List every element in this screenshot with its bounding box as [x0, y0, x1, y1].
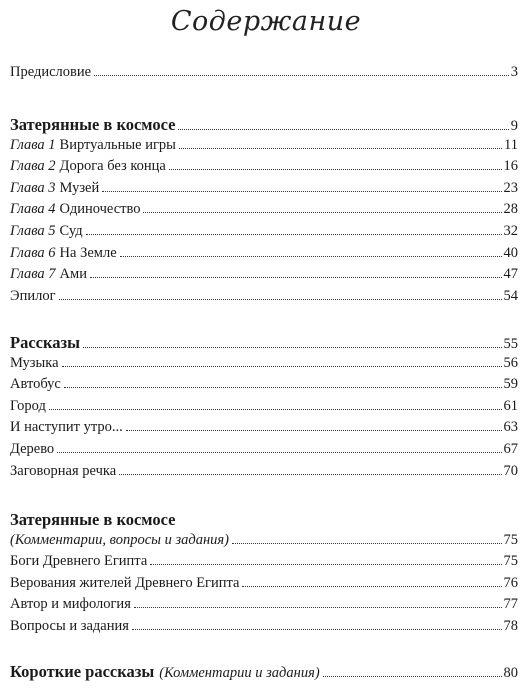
chapter-number: Глава 3 [10, 179, 56, 196]
chapter-number: Глава 1 [10, 136, 56, 153]
toc-story-entry[interactable] [10, 463, 518, 485]
toc-part-note: (Комментарии и задания) [159, 665, 320, 681]
toc-subheading-label: (Комментарии, вопросы и задания) [10, 531, 230, 548]
chapter-title: Музей [59, 179, 100, 196]
dot-leader [57, 452, 501, 453]
toc-entry-label: Заговорная речка [10, 462, 117, 479]
toc-page-number: 28 [503, 201, 518, 218]
toc-page-number: 59 [503, 376, 518, 393]
toc-page-number: 80 [503, 665, 518, 681]
dot-leader [178, 129, 508, 130]
toc-story-entry[interactable] [10, 441, 518, 463]
toc-part-3 [10, 510, 518, 640]
dot-leader [59, 299, 502, 300]
dot-leader [179, 148, 502, 149]
toc-page-number: 11 [504, 136, 518, 153]
chapter-number: Глава 2 [10, 158, 56, 175]
toc-part-title: Короткие рассказы [10, 662, 155, 681]
dot-leader [119, 474, 501, 475]
toc-page-number: 67 [503, 440, 518, 457]
toc-page-number: 3 [510, 64, 518, 80]
chapter-title: Виртуальные игры [59, 136, 176, 153]
chapter-number: Глава 7 [10, 266, 56, 283]
dot-leader [94, 75, 509, 76]
chapter-title: Суд [59, 222, 83, 239]
toc-part-heading[interactable] [10, 510, 518, 532]
toc-part-heading[interactable] [10, 662, 518, 684]
page-title: Содержание [170, 6, 362, 37]
chapter-number: Глава 4 [10, 201, 56, 218]
toc-page-number: 55 [503, 336, 518, 352]
dot-leader [90, 277, 502, 278]
toc-page-number: 78 [503, 617, 518, 634]
chapter-number: Глава 5 [10, 222, 56, 239]
toc-page-number: 76 [503, 574, 518, 591]
toc-part-subheading[interactable] [10, 532, 518, 554]
toc-chapter-7[interactable] [10, 266, 518, 288]
toc-commentary-entry[interactable] [10, 575, 518, 597]
dot-leader [132, 629, 502, 630]
toc-commentary-entry[interactable] [10, 596, 518, 618]
dot-leader [169, 169, 502, 170]
toc-epilogue[interactable] [10, 288, 518, 310]
toc-chapter-2[interactable] [10, 158, 518, 180]
toc-page-number: 40 [503, 244, 518, 261]
chapter-title: На Земле [59, 244, 117, 261]
dot-leader [143, 212, 501, 213]
dot-leader [62, 366, 502, 367]
toc-page-number: 9 [510, 118, 518, 134]
dot-leader [49, 409, 502, 410]
toc-page-number: 77 [503, 596, 518, 613]
toc-page-number: 56 [503, 354, 518, 371]
dot-leader [83, 347, 502, 348]
toc-entry-label: Боги Древнего Египта [10, 553, 148, 570]
toc-story-entry[interactable] [10, 398, 518, 420]
toc-entry-label: Автор и мифология [10, 596, 131, 613]
toc-page-number: 70 [503, 462, 518, 479]
toc-entry-label: Эпилог [10, 287, 56, 304]
toc-part-title: Затерянные в космосе [10, 115, 176, 134]
toc-entry-label: Дерево [10, 440, 55, 457]
toc-entry-label: Верования жителей Древнего Египта [10, 574, 240, 591]
dot-leader [126, 430, 502, 431]
toc-part-heading[interactable] [10, 115, 518, 137]
toc-page-number: 47 [503, 266, 518, 283]
chapter-number: Глава 6 [10, 244, 56, 261]
toc-page-number: 32 [503, 222, 518, 239]
toc-entry-label: Предисловие [10, 64, 92, 80]
dot-leader [134, 607, 502, 608]
dot-leader [86, 234, 502, 235]
toc-story-entry[interactable] [10, 376, 518, 398]
toc-commentary-entry[interactable] [10, 553, 518, 575]
toc-chapter-4[interactable] [10, 201, 518, 223]
toc-entry-label: Музыка [10, 354, 59, 371]
toc-entry-label: И наступит утро... [10, 419, 123, 436]
toc-entry-preface[interactable] [10, 64, 518, 86]
chapter-title: Дорога без конца [59, 158, 166, 175]
toc-part-2 [10, 333, 518, 484]
dot-leader [64, 387, 502, 388]
dot-leader [120, 256, 502, 257]
toc-story-entry[interactable] [10, 419, 518, 441]
dot-leader [323, 676, 502, 677]
toc-part-heading[interactable] [10, 333, 518, 355]
dot-leader [102, 191, 501, 192]
toc-part-title: Рассказы [10, 333, 80, 352]
toc-page-number: 16 [503, 158, 518, 175]
toc-page-number: 54 [503, 287, 518, 304]
dot-leader [150, 564, 501, 565]
toc-entry-label: Автобус [10, 376, 61, 393]
toc-page-number: 23 [503, 179, 518, 196]
toc-chapter-1[interactable] [10, 137, 518, 159]
toc-preface-block [10, 64, 518, 86]
toc-entry-label: Город [10, 397, 46, 414]
toc-commentary-entry[interactable] [10, 618, 518, 640]
toc-part-title: Затерянные в космосе [10, 510, 176, 529]
chapter-title: Ами [59, 266, 87, 283]
toc-part-4 [10, 662, 518, 684]
toc-entry-label: Вопросы и задания [10, 617, 129, 634]
toc-story-entry[interactable] [10, 355, 518, 377]
toc-page-number: 75 [503, 531, 518, 548]
toc-chapter-5[interactable] [10, 223, 518, 245]
toc-chapter-3[interactable] [10, 180, 518, 202]
toc-part-1 [10, 115, 518, 309]
toc-page-number: 61 [503, 397, 518, 414]
dot-leader [232, 543, 501, 544]
toc-page-number: 63 [503, 419, 518, 436]
dot-leader [242, 586, 501, 587]
toc-page-number: 75 [503, 553, 518, 570]
chapter-title: Одиночество [59, 201, 141, 218]
toc-chapter-6[interactable] [10, 245, 518, 267]
